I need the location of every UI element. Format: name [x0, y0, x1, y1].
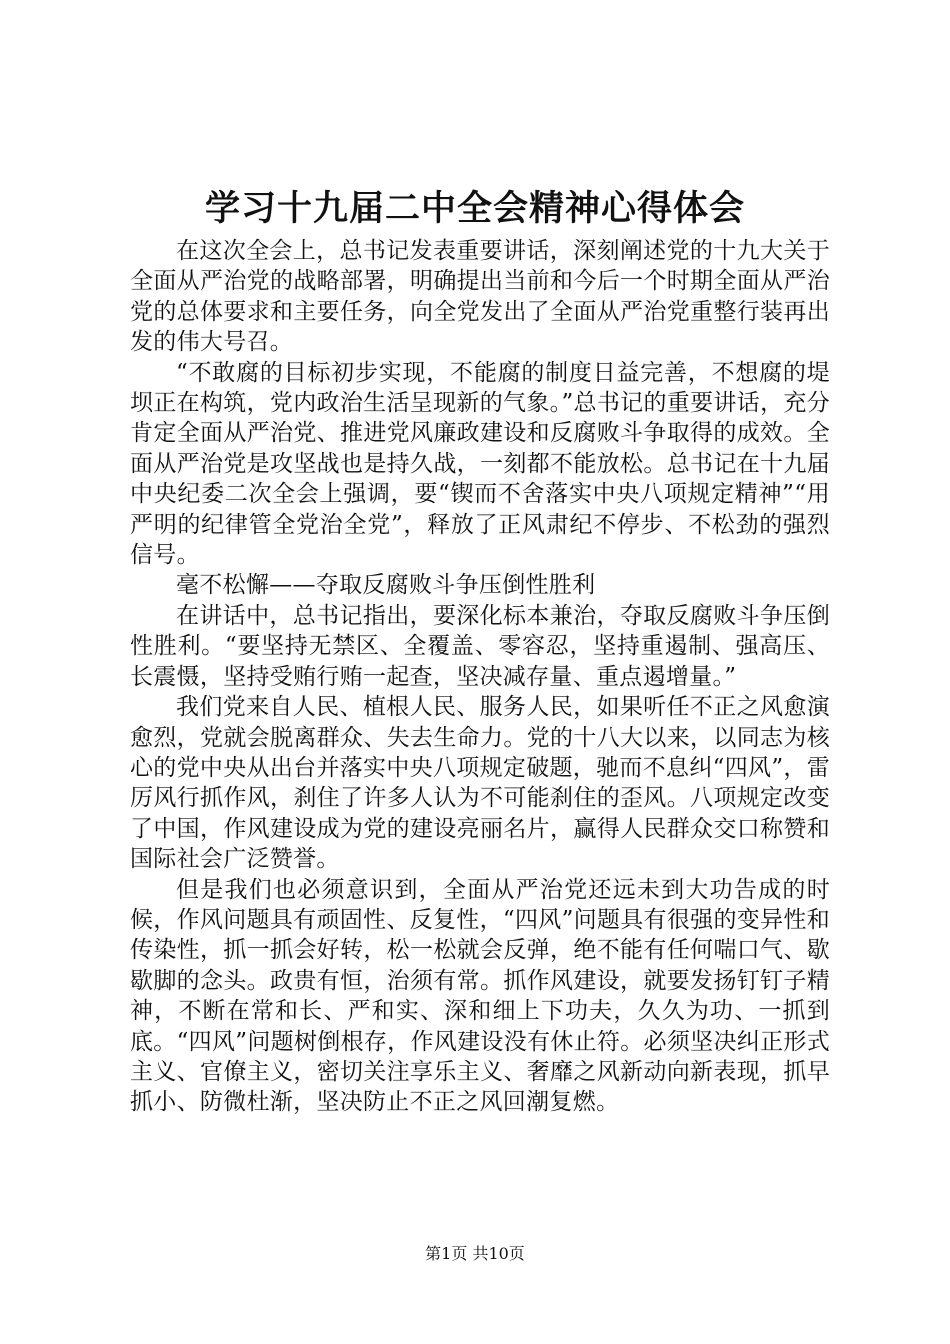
paragraph-3: 在讲话中，总书记指出，要深化标本兼治，夺取反腐败斗争压倒性胜利。“要坚持无禁区、全覆盖、零容忍，坚持重遏制、强高压、长震慑，坚持受贿行贿一起查，坚决减存量、重点遏增量。” — [130, 602, 830, 690]
document-title: 学习十九届二中全会精神心得体会 — [204, 188, 745, 229]
paragraph-5: 但是我们也必须意识到，全面从严治党还远未到大功告成的时候，作风问题具有顽固性、反复性，“四风”问题具有很强的变异性和传染性，抓一抓会好转，松一松就会反弹，绝不能有任何喘口气、歇歇脚的念头。政贵有恒，治须有常。抓作风建设，就要发扬钉钉子精神，不断在常和长、严和实、深和细上下功夫，久久为功、一抓到底。“四风”问题树倒根存，作风建设没有休止符。必须坚决纠正形式主义、官僚主义，密切关注享乐主义、奢靡之风新动向新表现，抓早抓小、防微杜渐，坚决防止不正之风回潮复燃。 — [130, 876, 830, 1116]
paragraph-2: “不敢腐的目标初步实现，不能腐的制度日益完善，不想腐的堤坝正在构筑，党内政治生活呈现新的气象。”总书记的重要讲话，充分肯定全面从严治党、推进党风廉政建设和反腐败斗争取得的成效。全面从严治党是攻坚战也是持久战，一刻都不能放松。总书记在十九届中央纪委二次全会上强调，要“锲而不舍落实中央八项规定精神”“用严明的纪律管全党治全党”，释放了正风肃纪不停步、不松劲的强烈信号。 — [130, 359, 830, 569]
section-heading: 毫不松懈——夺取反腐败斗争压倒性胜利 — [176, 572, 596, 599]
document-body — [130, 236, 830, 1118]
page-footer: 第1页 共10页 — [425, 1244, 525, 1263]
paragraph-1: 在这次全会上，总书记发表重要讲话，深刻阐述党的十九大关于全面从严治党的战略部署，明确提出当前和今后一个时期全面从严治党的总体要求和主要任务，向全党发出了全面从严治党重整行装再出发的伟大号召。 — [130, 238, 830, 356]
paragraph-4: 我们党来自人民、植根人民、服务人民，如果听任不正之风愈演愈烈，党就会脱离群众、失去生命力。党的十八大以来，以同志为核心的党中央从出台并落实中央八项规定破题，驰而不息纠“四风”，雷厉风行抓作风，刹住了许多人认为不可能刹住的歪风。八项规定改变了中国，作风建设成为党的建设亮丽名片，赢得人民群众交口称赞和国际社会广泛赞誉。 — [130, 694, 830, 873]
